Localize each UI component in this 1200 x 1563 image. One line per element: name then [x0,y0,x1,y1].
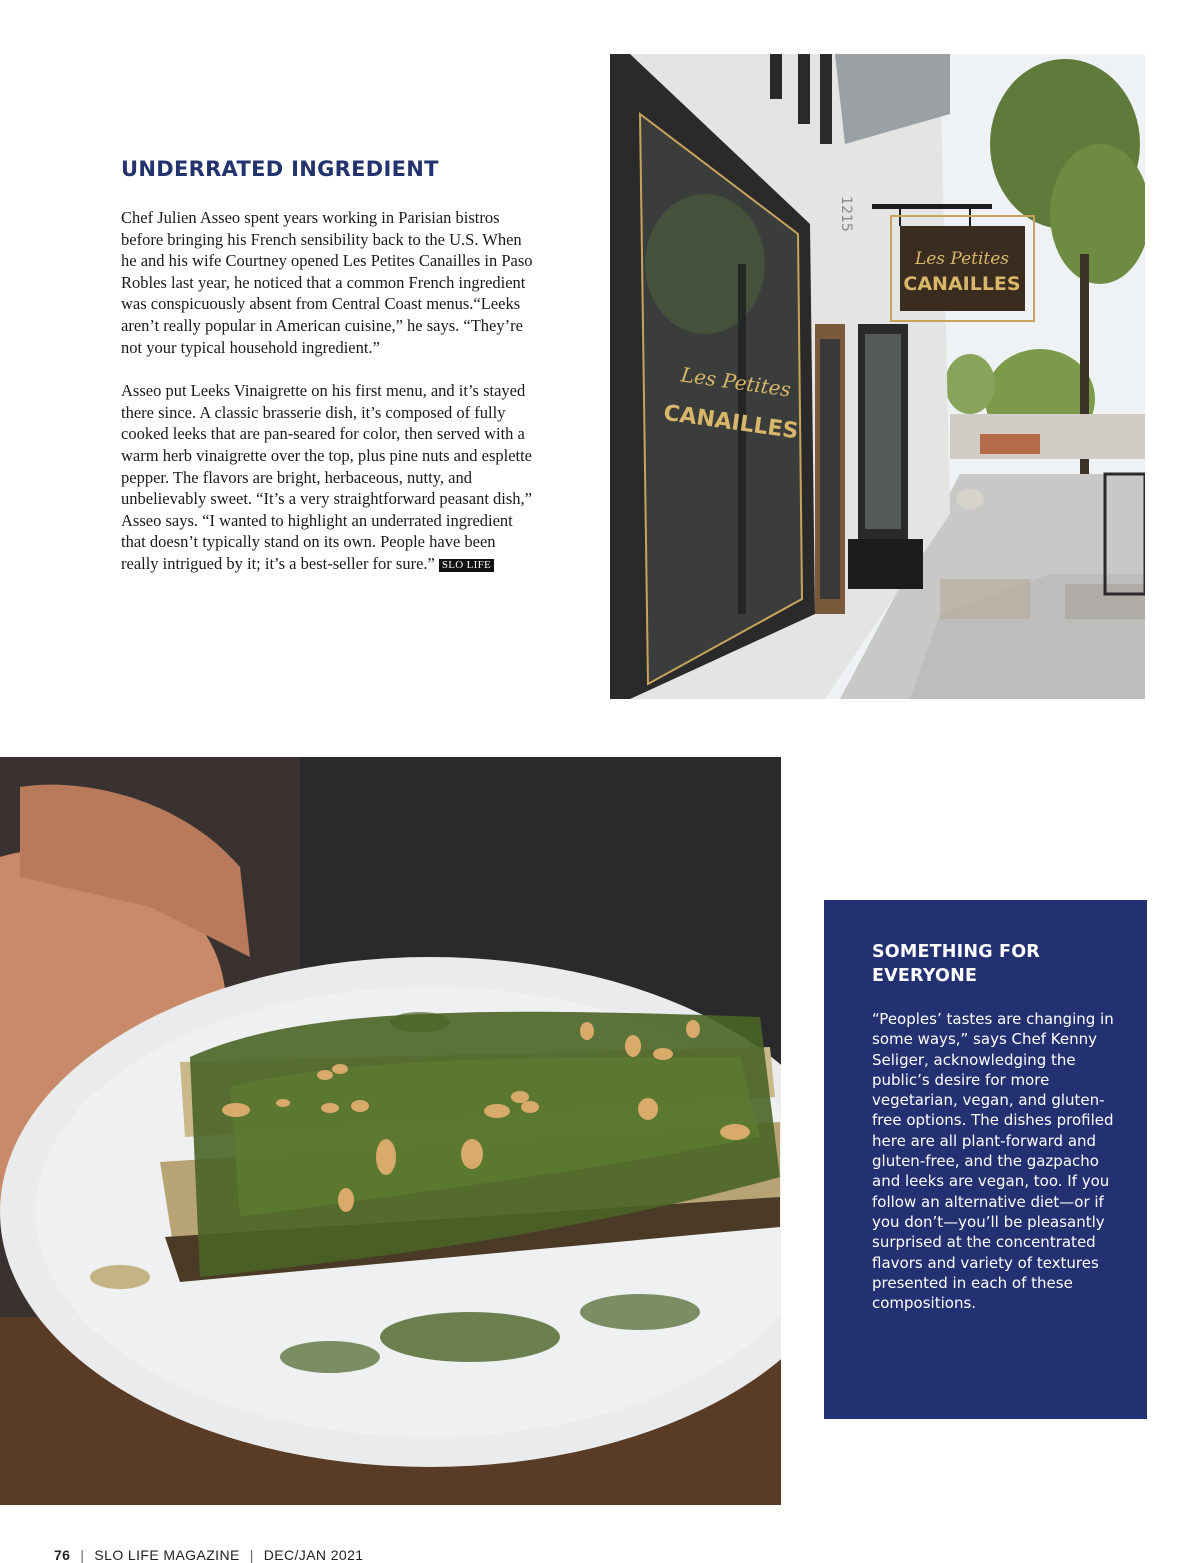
footer-separator-1: | [80,1547,85,1563]
page-number: 76 [54,1547,71,1563]
leeks-vinaigrette-photo [0,757,781,1505]
article-paragraph-2 [121,380,536,574]
slo-life-end-mark: SLO LIFE [439,559,494,572]
storefront-sign-line2: CANAILLES [903,273,1021,295]
sidebar-body: “Peoples’ tastes are changing in some ways,” says Chef Kenny Seliger, acknowledging the public’s desire for more vegetarian, vegan, and gluten-free options. The dishes profiled here are all plant-forward and gluten-free, and the gazpacho and leeks are vegan, too. If you follow an alternative diet—or if you don’t—you’ll be pleasantly surprised at the concentrated flavors and variety of textures presented in each of these compositions. [872,1010,1114,1313]
sidebar-box [824,900,1147,1419]
article-heading: UNDERRATED INGREDIENT [121,157,439,181]
footer-publication: SLO LIFE MAGAZINE [94,1547,240,1563]
page-footer [54,1547,363,1563]
storefront-address: 1215 [838,196,854,232]
storefront-sign-line1: Les Petites [914,249,1010,269]
footer-separator-2: | [249,1547,254,1563]
sidebar-heading [872,940,1117,988]
sidebar-heading-line1: SOMETHING FOR [872,942,1040,962]
footer-issue: DEC/JAN 2021 [263,1547,364,1563]
sidebar-heading-line2: EVERYONE [872,966,978,986]
svg-text:Les Petites: Les Petites [679,362,793,402]
storefront-photo [610,54,1145,699]
article-paragraph-1: Chef Julien Asseo spent years working in Parisian bistros before bringing his French sensibility back to the U.S. When he and his wife Courtney opened Les Petites Canailles in Paso Robles last year, he noticed that a common French ingredient was conspicuously absent from Central Coast menus.“Leeks aren’t really popular in American cuisine,” he says. “They’re not your typical household ingredient.” [121,208,533,357]
svg-text:CANAILLES: CANAILLES [661,400,800,445]
article-body [121,207,536,597]
article-paragraph-2-text: Asseo put Leeks Vinaigrette on his first menu, and it’s stayed there since. A classic brasserie dish, it’s composed of fully cooked leeks that are pan-seared for color, then served with a warm herb vinaigrette over the top, plus pine nuts and esplette pepper. The flavors are bright, herbaceous, nutty, and unbelievably sweet. “It’s a very straightforward peasant dish,” Asseo says. “I wanted to highlight an underrated ingredient that doesn’t typically stand on its own. People have been really intrigued by it; it’s a best-seller for sure.” [121,381,533,573]
